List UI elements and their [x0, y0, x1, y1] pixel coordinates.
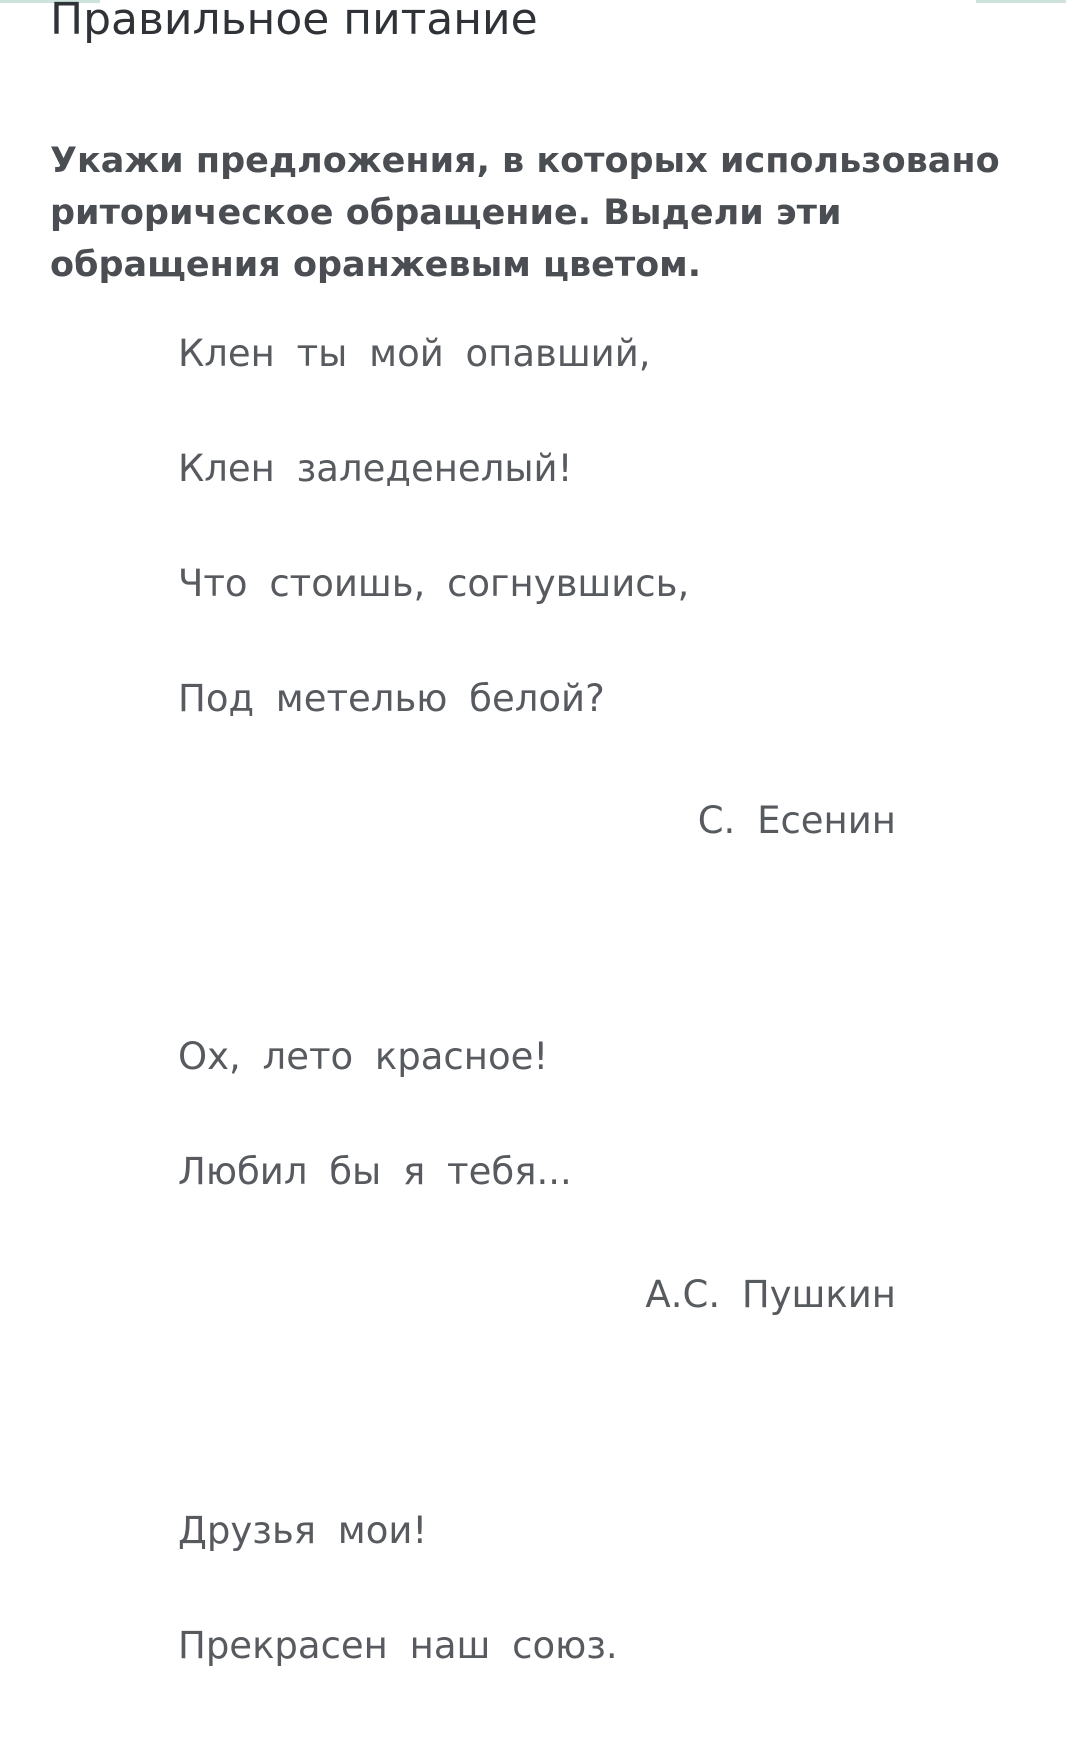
task-instruction: Укажи предложения, в которых использовано риторическое обращение. Выдели эти обращения оранжевым цветом. — [50, 141, 1000, 285]
poem-2-line-2[interactable]: Любил бы я тебя... — [178, 1150, 572, 1193]
page-title: Правильное питание — [50, 0, 538, 45]
poem-3-line-1[interactable]: Друзья мои! — [178, 1509, 428, 1552]
poem-1-line-2[interactable]: Клен заледенелый! — [178, 447, 573, 490]
poem-1-author: С. Есенин — [697, 799, 896, 842]
poem-1-line-4[interactable]: Под метелью белой? — [178, 677, 605, 720]
poem-2-author: А.С. Пушкин — [645, 1273, 896, 1316]
poem-3-line-2[interactable]: Прекрасен наш союз. — [178, 1624, 618, 1667]
top-accent-right — [976, 0, 1066, 3]
poem-2-line-1[interactable]: Ох, лето красное! — [178, 1035, 549, 1078]
poem-1-line-3[interactable]: Что стоишь, согнувшись, — [178, 562, 690, 605]
poem-1-line-1[interactable]: Клен ты мой опавший, — [178, 332, 651, 375]
